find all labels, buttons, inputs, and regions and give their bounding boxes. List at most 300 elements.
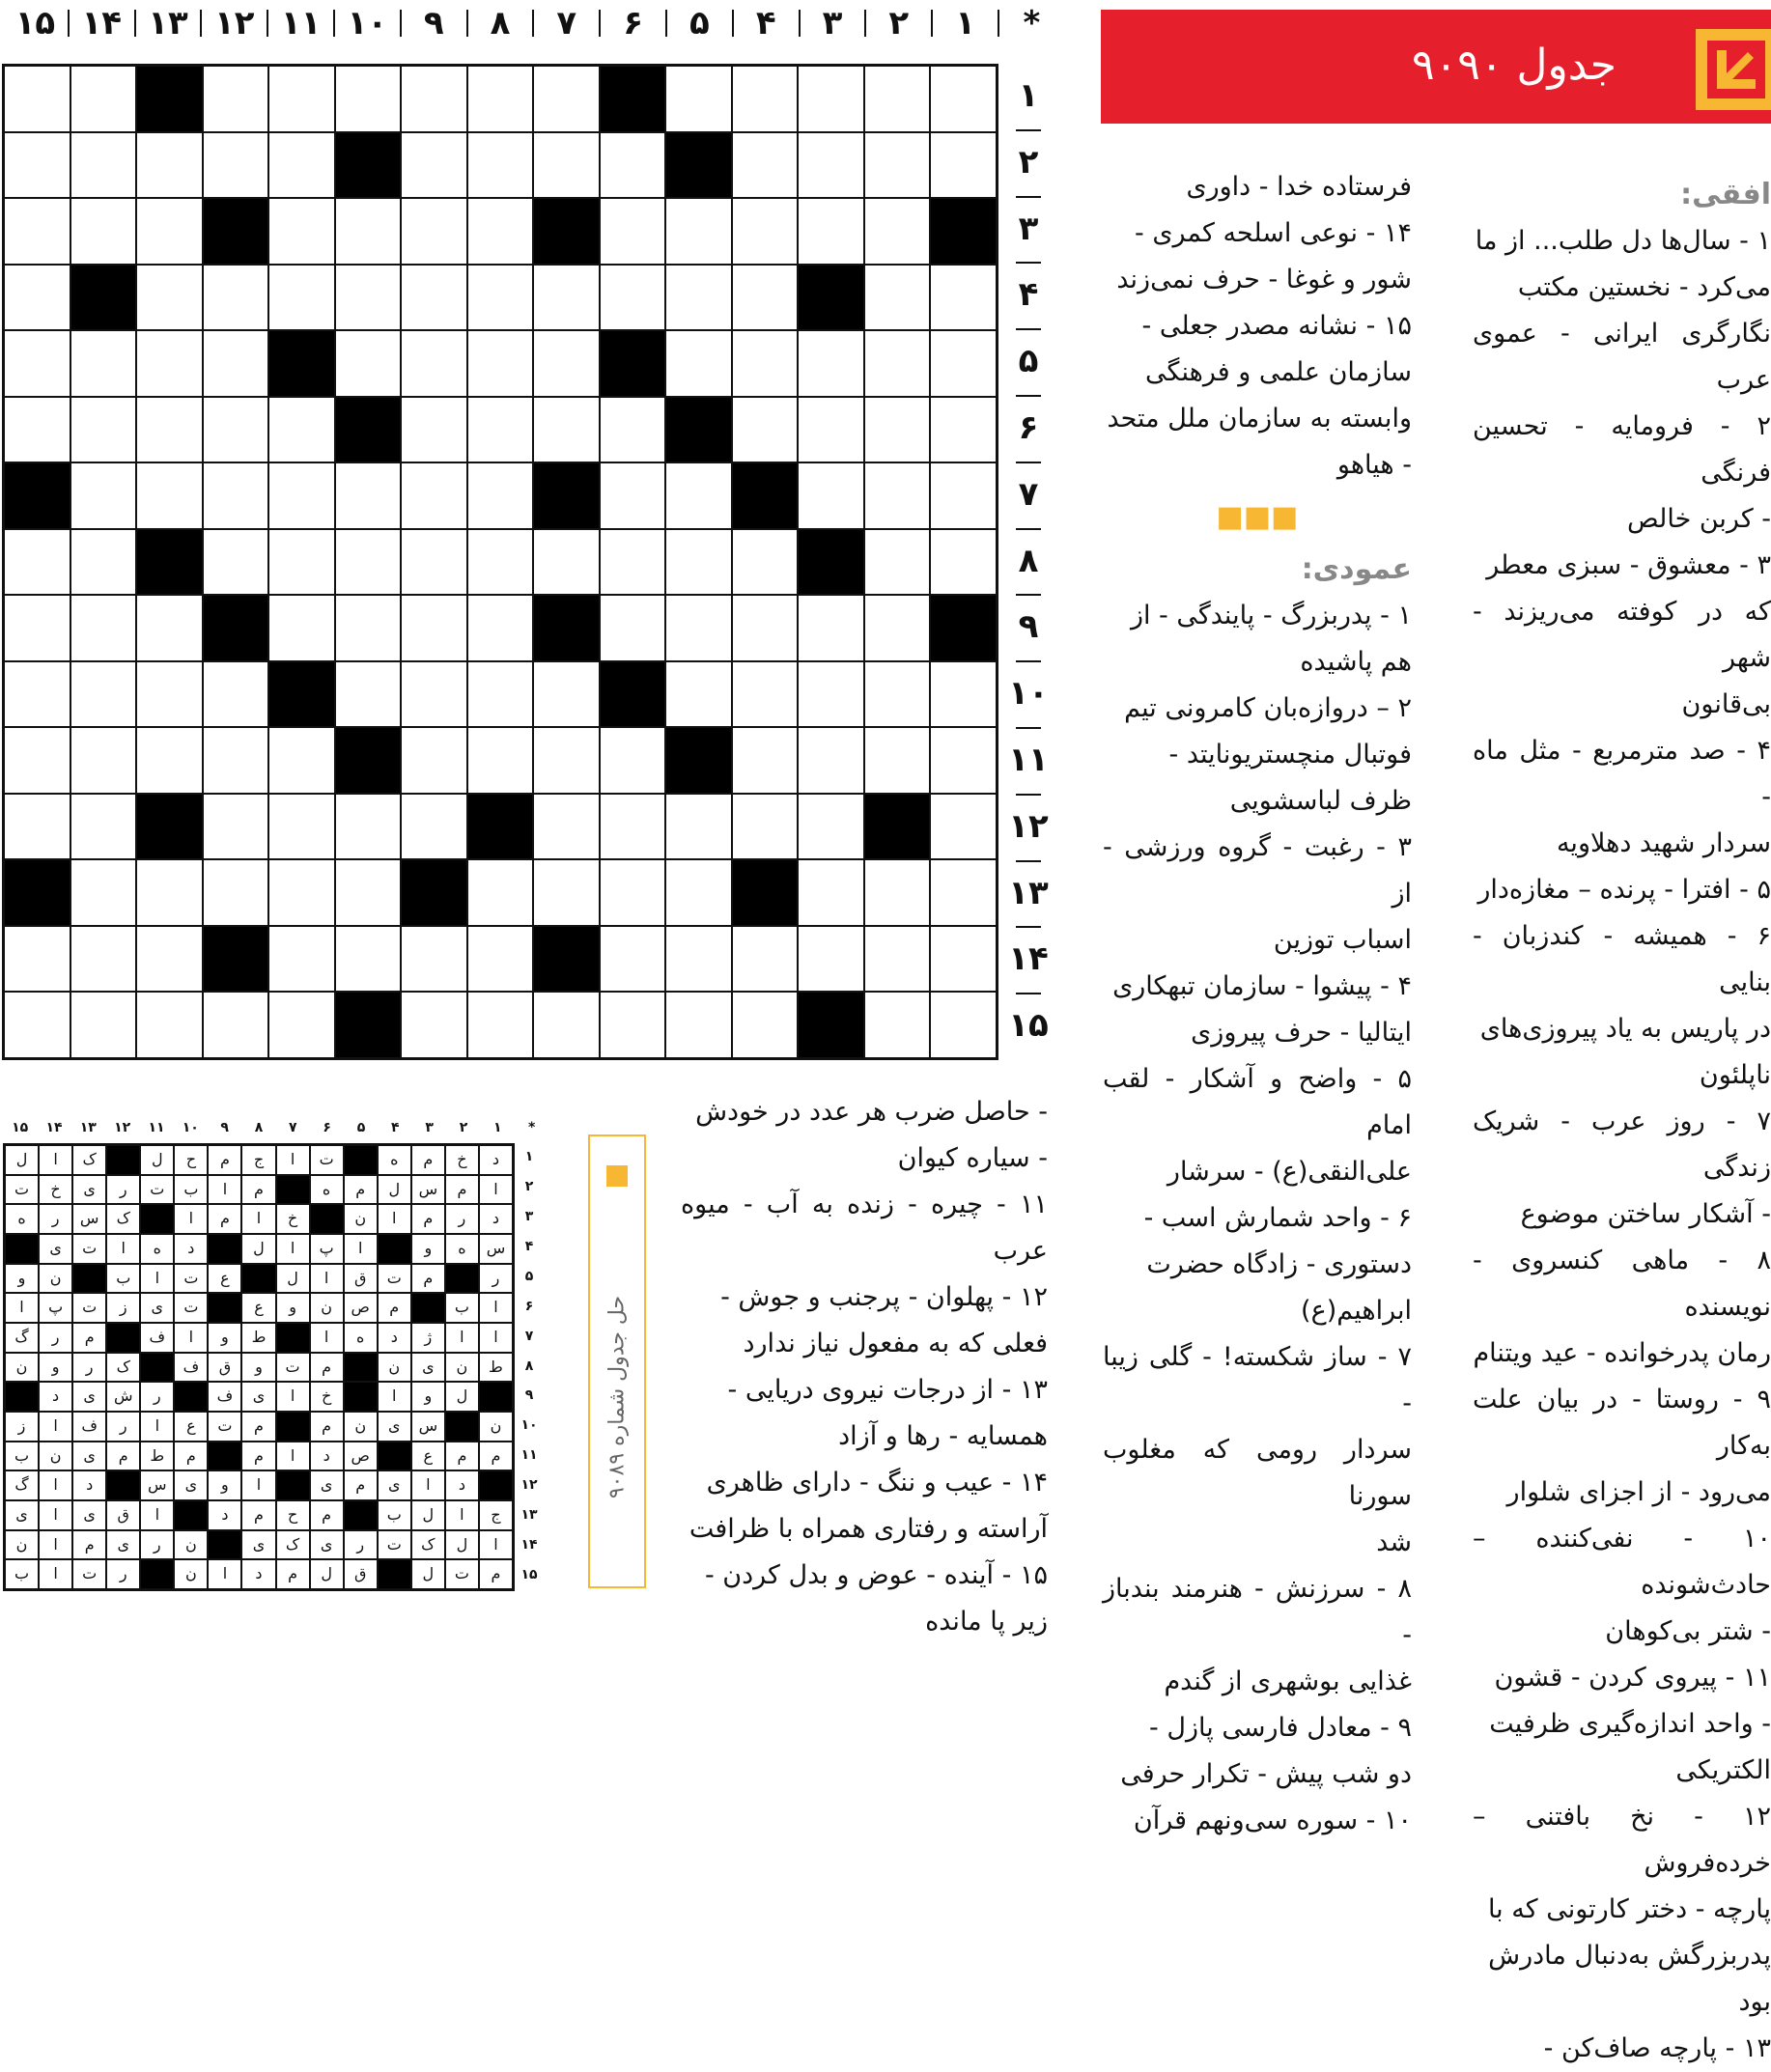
solution-letter: ک: [411, 1530, 445, 1560]
clue-line: - هیاهو: [1336, 450, 1412, 480]
empty-cell: [203, 265, 269, 331]
empty-cell: [467, 265, 534, 331]
empty-cell: [864, 462, 931, 529]
empty-cell: [930, 462, 997, 529]
solution-letter: ت: [310, 1145, 344, 1175]
solution-letter: ف: [208, 1382, 241, 1412]
row-number: ۲: [1018, 142, 1039, 182]
black-square: [533, 462, 600, 529]
empty-cell: [335, 661, 402, 728]
empty-cell: [203, 794, 269, 860]
empty-cell: [600, 595, 666, 661]
empty-cell: [798, 794, 864, 860]
solution-letter: ن: [310, 1293, 344, 1323]
clue-line: می‌رود - از اجزای شلوار: [1506, 1477, 1771, 1507]
solution-letter: ی: [378, 1412, 411, 1442]
empty-cell: [268, 595, 335, 661]
solution-black-square: [276, 1323, 310, 1353]
empty-cell: [401, 265, 467, 331]
empty-cell: [335, 198, 402, 265]
solution-letter: ی: [174, 1470, 208, 1500]
solution-letter: ا: [276, 1382, 310, 1412]
empty-cell: [268, 397, 335, 463]
solution-letter: خ: [276, 1204, 310, 1234]
clue-line: ۱۵ - نشانه مصدر جعلی -: [1141, 311, 1412, 341]
clue-line: ۵ - واضح و آشکار - لقب امام: [1103, 1064, 1412, 1140]
solution-letter: ه: [378, 1145, 411, 1175]
down-heading: عمودی:: [1301, 552, 1412, 586]
black-square: [70, 265, 137, 331]
empty-cell: [864, 859, 931, 926]
solution-letter: ر: [39, 1204, 72, 1234]
solution-letter: ی: [310, 1470, 344, 1500]
solution-letter: ی: [72, 1175, 106, 1205]
solution-letter: ل: [5, 1145, 39, 1175]
empty-cell: [467, 661, 534, 728]
solution-letter: س: [411, 1412, 445, 1442]
black-square: [533, 595, 600, 661]
solution-column-number: ۱۲: [114, 1120, 131, 1135]
empty-cell: [798, 727, 864, 794]
solution-black-square: [310, 1204, 344, 1234]
solution-letter: د: [39, 1382, 72, 1412]
clue-line: ۱ - پدربزرگ - پایندگی - از: [1130, 601, 1412, 630]
empty-cell: [401, 926, 467, 993]
empty-cell: [335, 66, 402, 132]
solution-black-square: [72, 1264, 106, 1294]
empty-cell: [401, 132, 467, 199]
black-square: [467, 794, 534, 860]
down-clue-lines: [1103, 593, 1412, 1844]
clue-line: - واحد اندازه‌گیری ظرفیت: [1489, 1709, 1771, 1739]
row-number: ۳: [1018, 209, 1039, 248]
empty-cell: [70, 198, 137, 265]
solution-row-numbers: [518, 1143, 541, 1591]
solution-column-number: ۳: [425, 1120, 434, 1135]
column-separator: [267, 10, 268, 37]
empty-cell: [401, 529, 467, 596]
empty-cell: [665, 595, 732, 661]
empty-cell: [665, 794, 732, 860]
column-number-strip: [0, 0, 1041, 46]
black-square: [864, 794, 931, 860]
black-square: [600, 330, 666, 397]
clue-line: هم پاشیده: [1300, 647, 1412, 677]
empty-cell: [798, 330, 864, 397]
solution-letter: ب: [5, 1442, 39, 1471]
solution-black-square: [445, 1264, 479, 1294]
solution-black-square: [276, 1470, 310, 1500]
black-square: [136, 529, 203, 596]
column-number: ۹: [423, 4, 444, 42]
solution-letter: ن: [174, 1530, 208, 1560]
solution-label-box: [588, 1134, 646, 1588]
empty-cell: [665, 462, 732, 529]
clue-line: بی‌قانون: [1681, 689, 1771, 719]
empty-cell: [268, 529, 335, 596]
solution-letter: ا: [276, 1442, 310, 1471]
empty-cell: [930, 859, 997, 926]
empty-cell: [930, 397, 997, 463]
solution-row-number: ۱: [524, 1149, 534, 1164]
solution-black-square: [106, 1323, 140, 1353]
solution-black-square: [140, 1204, 174, 1234]
clue-line: ۴ - پیشوا - سازمان تبهکاری: [1112, 971, 1412, 1001]
solution-black-square: [208, 1293, 241, 1323]
clue-line: ۱۱ - چیره - زنده به آب - میوه عرب: [681, 1190, 1048, 1266]
solution-letter: ت: [140, 1175, 174, 1205]
empty-cell: [665, 926, 732, 993]
empty-cell: [4, 661, 70, 728]
empty-cell: [732, 397, 799, 463]
empty-cell: [798, 859, 864, 926]
clue-line: ایتالیا - حرف پیروزی: [1191, 1018, 1412, 1048]
solution-letter: ص: [344, 1293, 378, 1323]
clue-line: ۶ - همیشه - کندزبان - بنایی: [1473, 921, 1771, 997]
solution-letter: ی: [241, 1382, 275, 1412]
solution-letter: ب: [174, 1175, 208, 1205]
black-square: [401, 859, 467, 926]
column-number: ۱۲: [214, 4, 255, 42]
solution-letter: ز: [106, 1293, 140, 1323]
empty-cell: [930, 66, 997, 132]
clue-line: ۱۵ - آینده - عوض و بدل کردن -: [704, 1560, 1048, 1590]
solution-row-number: ۱۴: [520, 1537, 538, 1554]
column-number: ۲: [888, 4, 910, 42]
empty-cell: [268, 265, 335, 331]
clue-line: ۲ – دروازه‌بان کامرونی تیم: [1124, 693, 1412, 723]
clue-line: سردار رومی که مغلوب سورنا: [1103, 1435, 1412, 1511]
solution-letter: ح: [174, 1145, 208, 1175]
solution-letter: ر: [445, 1204, 479, 1234]
solution-letter: ل: [445, 1530, 479, 1560]
solution-letter: ن: [344, 1204, 378, 1234]
column-number: ۱۴: [81, 4, 122, 42]
column-number: ۵: [689, 4, 710, 42]
solution-letter: ر: [344, 1530, 378, 1560]
solution-letter: د: [479, 1145, 513, 1175]
clue-line: - حاصل ضرب هر عدد در خودش: [695, 1097, 1048, 1127]
black-square: [335, 132, 402, 199]
column-number: *: [1023, 4, 1041, 42]
clue-line: - آشکار ساختن موضوع: [1520, 1199, 1771, 1229]
column-number: ۴: [755, 4, 776, 42]
solution-letter: ی: [72, 1382, 106, 1412]
solution-column-number: ۹: [220, 1120, 229, 1135]
solution-letter: و: [208, 1323, 241, 1353]
down-clues-continued: [681, 1089, 1048, 1645]
empty-cell: [4, 397, 70, 463]
solution-letter: ا: [174, 1323, 208, 1353]
solution-letter: ا: [310, 1264, 344, 1294]
empty-cell: [732, 265, 799, 331]
clue-line: ۵ - افترا - پرنده – مغازه‌دار: [1477, 875, 1771, 905]
solution-letter: گ: [5, 1470, 39, 1500]
solution-letter: م: [72, 1323, 106, 1353]
solution-letter: ت: [72, 1559, 106, 1589]
clue-line: ۲ - فرومایه - تحسین فرنگی: [1473, 411, 1771, 488]
empty-cell: [732, 66, 799, 132]
empty-cell: [930, 992, 997, 1058]
empty-cell: [70, 727, 137, 794]
clue-line: پارچه - دختر کارتونی که با: [1487, 1894, 1771, 1924]
black-square: [600, 66, 666, 132]
clue-line: الکتریکی: [1675, 1755, 1771, 1785]
solution-letter: م: [310, 1500, 344, 1530]
column-number: ۱: [955, 4, 975, 42]
clue-line: دو شب پیش - تکرار حرفی: [1120, 1759, 1412, 1789]
solution-letter: ع: [174, 1412, 208, 1442]
solution-column-number: ۸: [254, 1120, 264, 1135]
empty-cell: [136, 595, 203, 661]
solution-row-number: ۱۵: [520, 1567, 538, 1583]
solution-letter: د: [208, 1500, 241, 1530]
empty-cell: [136, 992, 203, 1058]
empty-cell: [203, 529, 269, 596]
solution-letter: ش: [106, 1382, 140, 1412]
column-separator: [532, 10, 534, 37]
black-square: [665, 132, 732, 199]
clue-line: ۶ - واحد شمارش اسب -: [1143, 1203, 1412, 1233]
column-separator: [599, 10, 601, 37]
solution-letter: ل: [445, 1382, 479, 1412]
solution-letter: ا: [445, 1323, 479, 1353]
empty-cell: [335, 595, 402, 661]
black-square: [930, 198, 997, 265]
solution-letter: م: [72, 1530, 106, 1560]
clue-line: بود: [1738, 1987, 1771, 2017]
empty-cell: [665, 265, 732, 331]
solution-letter: پ: [39, 1293, 72, 1323]
solution-letter: و: [411, 1234, 445, 1264]
empty-cell: [401, 992, 467, 1058]
empty-cell: [4, 265, 70, 331]
empty-cell: [136, 330, 203, 397]
row-number: ۱۴: [1008, 939, 1049, 979]
column-separator: [998, 10, 999, 37]
empty-cell: [136, 462, 203, 529]
solution-letter: ا: [140, 1264, 174, 1294]
solution-letter: م: [241, 1175, 275, 1205]
solution-letter: و: [241, 1353, 275, 1383]
solution-letter: ا: [411, 1470, 445, 1500]
solution-column-number: ۱۴: [45, 1120, 63, 1135]
empty-cell: [600, 727, 666, 794]
empty-cell: [600, 794, 666, 860]
row-number: ۴: [1018, 275, 1039, 315]
column-number: ۱۰: [347, 4, 388, 42]
row-separator: [1016, 860, 1041, 862]
solution-letter: ت: [72, 1234, 106, 1264]
solution-letter: ب: [378, 1500, 411, 1530]
row-number: ۱۲: [1008, 806, 1049, 846]
clue-line: ۱۰ - سوره سی‌ونهم قرآن: [1133, 1806, 1412, 1835]
solution-letter: ف: [72, 1412, 106, 1442]
column-separator: [200, 10, 202, 37]
solution-letter: گ: [5, 1323, 39, 1353]
solution-letter: ا: [39, 1470, 72, 1500]
solution-letter: خ: [310, 1382, 344, 1412]
empty-cell: [268, 727, 335, 794]
clue-line: وابسته به سازمان ملل متحد: [1107, 404, 1412, 434]
empty-cell: [136, 132, 203, 199]
empty-cell: [930, 794, 997, 860]
solution-letter: ی: [411, 1353, 445, 1383]
solution-letter: ه: [310, 1175, 344, 1205]
empty-cell: [533, 794, 600, 860]
clue-line: ۱۱ - پیروی کردن - قشون: [1494, 1663, 1771, 1693]
empty-cell: [401, 330, 467, 397]
solution-letter: س: [479, 1234, 513, 1264]
solution-black-square: [378, 1559, 411, 1589]
empty-cell: [600, 992, 666, 1058]
column-separator: [333, 10, 335, 37]
clue-line: - کربن خالص: [1627, 504, 1771, 534]
solution-letter: ر: [479, 1264, 513, 1294]
clue-line: ۹ - معادل فارسی پازل -: [1149, 1713, 1412, 1743]
column-number: ۱۵: [14, 4, 56, 42]
row-number: ۱۳: [1008, 873, 1049, 912]
solution-letter: ا: [241, 1204, 275, 1234]
solution-row-number: ۱۰: [520, 1417, 538, 1434]
solution-letter: ل: [411, 1500, 445, 1530]
empty-cell: [401, 462, 467, 529]
solution-letter: و: [39, 1353, 72, 1383]
solution-letter: ط: [140, 1442, 174, 1471]
black-square: [4, 462, 70, 529]
empty-cell: [732, 529, 799, 596]
black-square: [798, 265, 864, 331]
solution-letter: م: [479, 1559, 513, 1589]
solution-column-number: ۱۵: [12, 1120, 29, 1135]
solution-letter: ا: [241, 1470, 275, 1500]
solution-letter: ق: [208, 1353, 241, 1383]
row-separator: [1016, 196, 1041, 198]
column-separator: [466, 10, 468, 37]
empty-cell: [864, 330, 931, 397]
clue-line: رمان پدرخوانده - عید ویتنام: [1473, 1338, 1771, 1368]
solution-letter: ا: [479, 1175, 513, 1205]
solution-letter: ت: [5, 1175, 39, 1205]
empty-cell: [203, 330, 269, 397]
black-square: [600, 661, 666, 728]
solution-letter: ط: [479, 1353, 513, 1383]
solution-letter: م: [411, 1264, 445, 1294]
empty-cell: [401, 727, 467, 794]
empty-cell: [600, 529, 666, 596]
solution-letter: م: [445, 1175, 479, 1205]
solution-letter: ی: [72, 1500, 106, 1530]
row-separator: [1016, 794, 1041, 796]
empty-cell: [665, 661, 732, 728]
solution-letter: ا: [276, 1145, 310, 1175]
black-square: [203, 926, 269, 993]
solution-letter: ی: [106, 1530, 140, 1560]
solution-row-number: ۴: [524, 1238, 534, 1254]
solution-letter: ی: [310, 1530, 344, 1560]
black-square: [798, 992, 864, 1058]
empty-cell: [600, 198, 666, 265]
solution-letter: ا: [310, 1323, 344, 1353]
row-separator: [1016, 262, 1041, 264]
empty-cell: [203, 859, 269, 926]
empty-cell: [930, 529, 997, 596]
solution-letter: ط: [241, 1323, 275, 1353]
row-separator: [1016, 129, 1041, 131]
solution-letter: ن: [479, 1412, 513, 1442]
empty-cell: [798, 595, 864, 661]
solution-letter: ک: [106, 1353, 140, 1383]
clue-line: - سیاره کیوان: [897, 1143, 1048, 1173]
empty-cell: [70, 794, 137, 860]
solution-letter: د: [378, 1323, 411, 1353]
empty-cell: [70, 330, 137, 397]
empty-cell: [467, 529, 534, 596]
row-number: ۱۱: [1008, 741, 1049, 779]
solution-column-number: ۴: [391, 1120, 400, 1135]
solution-letter: ل: [276, 1264, 310, 1294]
empty-cell: [4, 132, 70, 199]
solution-letter: ا: [5, 1293, 39, 1323]
clue-line: فرستاده خدا - داوری: [1186, 172, 1412, 202]
empty-cell: [335, 926, 402, 993]
solution-letter: ا: [39, 1412, 72, 1442]
empty-cell: [864, 926, 931, 993]
solution-column-number: ۷: [289, 1120, 297, 1135]
empty-cell: [70, 132, 137, 199]
row-number: ۵: [1018, 342, 1039, 381]
empty-cell: [798, 462, 864, 529]
solution-column-number: ۱: [493, 1120, 502, 1135]
empty-cell: [136, 859, 203, 926]
clue-line: ۹ - روستا - در بیان علت به‌کار: [1473, 1385, 1771, 1461]
solution-letter: ب: [106, 1264, 140, 1294]
empty-cell: [864, 529, 931, 596]
column-separator: [799, 10, 801, 37]
empty-cell: [4, 595, 70, 661]
solution-letter: ن: [445, 1353, 479, 1383]
column-separator: [68, 10, 70, 37]
black-square: [665, 397, 732, 463]
empty-cell: [732, 992, 799, 1058]
empty-cell: [203, 397, 269, 463]
empty-cell: [401, 397, 467, 463]
solution-letter: م: [174, 1442, 208, 1471]
solution-letter: ل: [310, 1559, 344, 1589]
solution-letter: ا: [174, 1204, 208, 1234]
solution-letter: س: [140, 1470, 174, 1500]
black-square: [732, 859, 799, 926]
empty-cell: [4, 992, 70, 1058]
solution-letter: د: [310, 1442, 344, 1471]
empty-cell: [864, 66, 931, 132]
empty-cell: [600, 397, 666, 463]
solution-letter: د: [72, 1470, 106, 1500]
solution-letter: ب: [5, 1559, 39, 1589]
row-separator: [1016, 727, 1041, 729]
solution-letter: د: [174, 1234, 208, 1264]
clue-line: فوتبال منچستریونایتد -: [1168, 740, 1412, 770]
clue-line: ۱۰ - نفی‌کننده – حادث‌شونده: [1473, 1524, 1771, 1600]
black-square: [930, 595, 997, 661]
empty-cell: [203, 132, 269, 199]
solution-column-number: ۱۰: [182, 1120, 199, 1135]
empty-cell: [864, 132, 931, 199]
clue-line: سازمان علمی و فرهنگی: [1145, 357, 1412, 387]
black-square: [533, 926, 600, 993]
empty-cell: [4, 529, 70, 596]
solution-letter: ب: [445, 1293, 479, 1323]
